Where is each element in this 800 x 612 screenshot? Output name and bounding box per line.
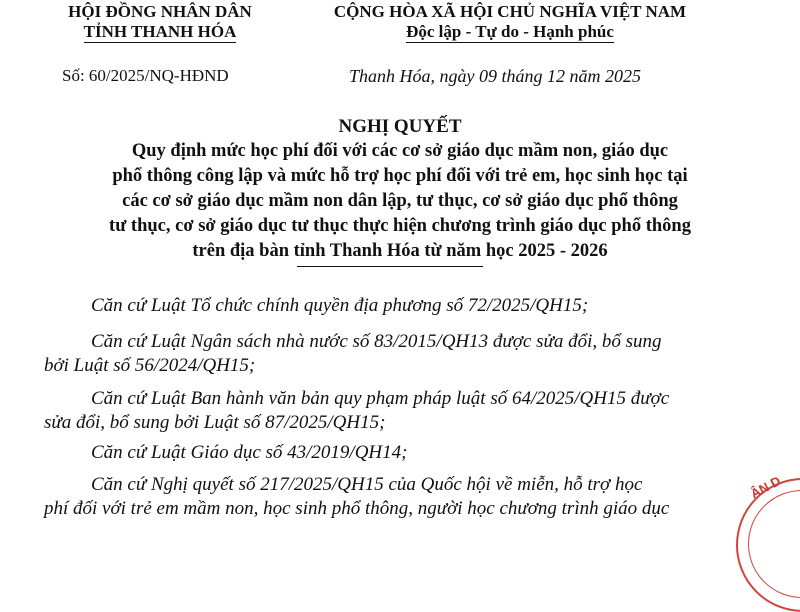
title-line: trên địa bàn tỉnh Thanh Hóa từ năm học 2025 - 2026 [192, 241, 608, 261]
legal-basis-line: sửa đổi, bổ sung bởi Luật số 87/2025/QH15; [44, 412, 386, 433]
place-and-date: Thanh Hóa, ngày 09 tháng 12 năm 2025 [349, 66, 641, 86]
official-seal [736, 473, 800, 612]
legal-basis-line: phí đối với trẻ em mầm non, học sinh phổ thông, người học chương trình giáo dục [44, 498, 670, 519]
legal-basis-line: bởi Luật số 56/2024/QH15; [44, 355, 256, 376]
document-type-heading: NGHỊ QUYẾT [338, 116, 462, 137]
title-line: Quy định mức học phí đối với các cơ sở giáo dục mầm non, giáo dục [131, 141, 669, 161]
national-title: CỘNG HÒA XÃ HỘI CHỦ NGHĨA VIỆT NAM [333, 2, 687, 21]
issuing-body-province [40, 22, 280, 42]
issuing-body-province-text: TỈNH THANH HÓA [83, 22, 237, 41]
title-line: phổ thông công lập và mức hỗ trợ học phí đối với trẻ em, học sinh học tại [112, 166, 688, 186]
national-motto-text: Độc lập - Tự do - Hạnh phúc [406, 22, 614, 41]
issuing-body-name: HỘI ĐỒNG NHÂN DÂN [68, 2, 252, 21]
national-motto [300, 22, 720, 42]
title-line: các cơ sở giáo dục mầm non dân lập, tư thục, cơ sở giáo dục phổ thông [122, 191, 678, 211]
seal-text: ÂN D [748, 473, 784, 502]
document-number: Số: 60/2025/NQ-HĐND [62, 66, 229, 85]
legal-basis-line: Căn cứ Luật Ngân sách nhà nước số 83/2015/QH13 được sửa đổi, bổ sung [91, 331, 662, 352]
legal-basis-line: Căn cứ Luật Ban hành văn bản quy phạm pháp luật số 64/2025/QH15 được [91, 388, 670, 409]
title-line: tư thục, cơ sở giáo dục tư thục thực hiện chương trình giáo dục phổ thông [109, 216, 691, 236]
legal-basis-line: Căn cứ Luật Tổ chức chính quyền địa phương số 72/2025/QH15; [91, 295, 589, 316]
legal-basis-line: Căn cứ Nghị quyết số 217/2025/QH15 của Quốc hội về miễn, hỗ trợ học [91, 474, 643, 495]
seal-inner-ring [748, 490, 800, 598]
legal-basis-line: Căn cứ Luật Giáo dục số 43/2019/QH14; [91, 442, 408, 463]
title-underline [297, 266, 483, 267]
